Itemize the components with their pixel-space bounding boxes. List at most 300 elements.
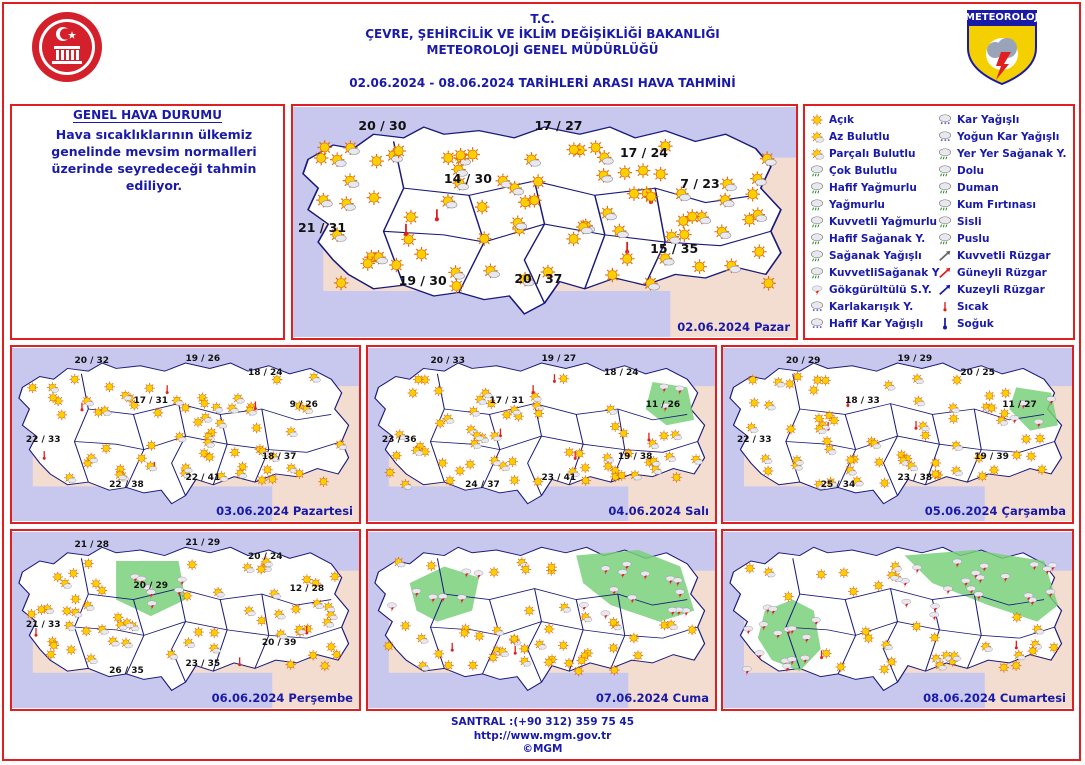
legend-label: Karlakarışık Y.: [829, 301, 914, 313]
sun-marker: [193, 417, 204, 428]
sun-marker: [256, 564, 267, 575]
legend-item: [809, 231, 925, 247]
temperature-label: 21 / 28: [74, 539, 110, 550]
forecast-map-day-3: [721, 345, 1074, 524]
sun-marker: [413, 374, 424, 385]
cloud-icon: [809, 164, 825, 178]
map-canvas: [723, 531, 1072, 709]
sun-marker: [153, 408, 164, 419]
sun-marker: [385, 467, 396, 478]
sun-marker: [603, 461, 614, 472]
legend-item: [809, 180, 917, 196]
legend-item: [937, 265, 1047, 281]
legend-item: [937, 248, 1051, 264]
forecast-map-day-5: [366, 529, 717, 711]
sun-marker: [1011, 450, 1022, 461]
sun-marker: [644, 189, 659, 204]
sun-marker: [520, 564, 531, 575]
footer-url[interactable]: http://www.mgm.gov.tr: [473, 730, 612, 742]
sun-marker: [477, 231, 492, 246]
legend-item: [809, 146, 916, 162]
sun-marker: [861, 626, 872, 637]
sun-marker: [437, 458, 448, 469]
sun-marker: [331, 649, 342, 660]
sun-marker: [369, 154, 384, 169]
sun-marker: [465, 459, 476, 470]
legend-item: [809, 112, 854, 128]
sun-marker: [330, 571, 341, 582]
sun-marker: [509, 634, 520, 645]
sun-marker: [629, 633, 640, 644]
legend-label: Hafif Kar Yağışlı: [829, 318, 924, 330]
mist-icon: [937, 232, 953, 246]
legend-label: Yağmurlu: [829, 199, 885, 211]
heavy-snow-icon: [937, 130, 953, 144]
sun-marker: [36, 604, 47, 615]
sun-marker: [49, 640, 60, 651]
sun-marker: [285, 659, 296, 670]
sun-marker: [564, 658, 575, 669]
sun-marker: [262, 465, 273, 476]
temperature-label: 20 / 29: [133, 580, 169, 591]
sun-marker: [620, 252, 635, 267]
temperature-label: 17 / 31: [133, 396, 169, 406]
forecast-map-day-6: [721, 529, 1074, 711]
legend-label: Duman: [957, 182, 999, 194]
sun-marker: [404, 210, 419, 225]
sun-marker: [752, 244, 767, 259]
map-date-1: 03.06.2024 Pazartesi: [216, 504, 353, 518]
sun-marker: [391, 450, 402, 461]
sun-marker: [455, 466, 466, 477]
sun-marker: [999, 662, 1010, 673]
temperature-label: 19 / 26: [185, 354, 221, 364]
header-line-1: T.C.: [530, 12, 555, 26]
sun-marker: [745, 563, 756, 574]
sun-marker: [659, 430, 670, 441]
sun-marker: [671, 472, 682, 483]
map-canvas: [12, 347, 359, 522]
temperature-label: 20 / 25: [960, 368, 995, 378]
sun-marker: [367, 190, 382, 205]
sun-marker: [687, 625, 698, 636]
sun-marker: [948, 413, 959, 424]
sun-marker: [783, 591, 794, 602]
sun-marker: [820, 375, 831, 386]
sun-marker: [588, 140, 603, 155]
storm-marker: [812, 286, 822, 296]
sun-marker: [566, 232, 581, 247]
sun-marker: [1011, 660, 1022, 671]
sun-marker: [360, 256, 375, 271]
legend-item: [937, 316, 994, 332]
map-canvas: [293, 106, 796, 338]
sun-marker: [144, 383, 155, 394]
temperature-label: 25 / 34: [820, 480, 856, 490]
heavy-rain-icon: [809, 215, 825, 229]
sun-marker: [524, 605, 535, 616]
sun-marker: [182, 591, 193, 602]
svg-text:*: *: [816, 309, 819, 314]
legend-item: [809, 299, 913, 315]
sun-marker: [57, 410, 68, 421]
legend-label: Güneyli Rüzgar: [957, 267, 1047, 279]
sun-marker: [391, 144, 406, 159]
sun-marker: [401, 232, 416, 247]
sun-marker: [558, 373, 569, 384]
svg-text:*: *: [819, 309, 822, 314]
sun-marker: [136, 453, 147, 464]
legend-label: Kar Yağışlı: [957, 114, 1020, 126]
sun-marker: [761, 276, 776, 291]
general-weather-text: Hava sıcaklıklarının ülkemiz genelinde mevsim normalleri üzerinde seyredeceği tahmin ediliyor.: [51, 127, 257, 193]
hot-icon: [937, 300, 953, 314]
sun-marker: [435, 418, 446, 429]
legend-item: [937, 180, 999, 196]
sun-marker: [792, 371, 803, 382]
sun-marker: [653, 167, 668, 182]
sun-marker: [317, 140, 332, 155]
sun-marker: [389, 258, 404, 273]
sun-marker: [839, 567, 850, 578]
svg-text:*: *: [940, 139, 943, 144]
light-shower-icon: [809, 232, 825, 246]
sun-marker: [509, 475, 520, 486]
sun-marker: [609, 665, 620, 676]
map-date-2: 04.06.2024 Salı: [608, 504, 709, 518]
sun-marker: [573, 666, 584, 677]
legend-label: Dolu: [957, 165, 985, 177]
legend-item: [809, 214, 937, 230]
legend-item: [809, 282, 932, 298]
sun-marker: [408, 388, 419, 399]
sun-marker: [26, 609, 37, 620]
general-weather-title: GENEL HAVA DURUMU: [73, 108, 222, 122]
sun-marker: [627, 186, 642, 201]
legend-label: Kuvvetli Rüzgar: [957, 250, 1051, 262]
sun-marker: [314, 151, 329, 166]
sun-marker: [999, 408, 1010, 419]
sun-marker: [786, 424, 797, 435]
sun-marker: [459, 628, 470, 639]
main-forecast-map: [291, 104, 798, 340]
sun-marker: [474, 631, 485, 642]
sun-marker: [1012, 612, 1023, 623]
sun-marker: [187, 560, 198, 571]
sun-marker: [1037, 464, 1048, 475]
temperature-label: 22 / 33: [25, 434, 61, 445]
map-canvas: [723, 347, 1072, 522]
strong-wind-icon: [937, 249, 953, 263]
sun-marker: [610, 421, 621, 432]
temperature-label: 23 / 38: [897, 473, 933, 483]
sun-marker: [66, 645, 77, 656]
sun-marker: [489, 567, 500, 578]
temperature-label: 11 / 26: [645, 399, 681, 410]
sun-marker: [449, 279, 464, 294]
sun-marker: [618, 428, 629, 439]
legend-label: Parçalı Bulutlu: [829, 148, 916, 160]
legend-item: [809, 248, 922, 264]
sun-marker: [257, 475, 268, 486]
sun-marker: [816, 569, 827, 580]
map-date-3: 05.06.2024 Çarşamba: [924, 504, 1066, 518]
sleet-icon: [809, 300, 825, 314]
sun-marker: [845, 455, 856, 466]
sun-marker: [68, 568, 79, 579]
sun-marker: [763, 466, 774, 477]
temperature-label: 9 / 26: [289, 399, 318, 410]
thunderstorm-icon: [809, 283, 825, 297]
footer-copyright: ©MGM: [522, 743, 563, 755]
legend-label: Açık: [829, 114, 854, 126]
temperature-label: 20 / 24: [247, 552, 283, 563]
temperature-label: 19 / 30: [398, 273, 447, 289]
legend-item: [937, 129, 1059, 145]
legend-item: [937, 112, 1019, 128]
mgm-logo-text: METEOROLOJi: [965, 12, 1042, 23]
sun-marker: [70, 594, 81, 605]
sun-marker: [209, 628, 220, 639]
sun-marker: [104, 382, 115, 393]
sun-marker: [567, 142, 582, 157]
sun-marker: [822, 436, 833, 447]
temperature-label: 7 / 23: [680, 175, 720, 191]
sun-marker: [414, 247, 429, 262]
sun-marker: [989, 465, 1000, 476]
temperature-label: 14 / 30: [443, 170, 492, 186]
map-date-6: 08.06.2024 Cumartesi: [923, 691, 1066, 705]
sun-marker: [829, 415, 840, 426]
sun-marker: [62, 606, 73, 617]
temperature-label: 12 / 28: [289, 584, 325, 595]
legend-label: Sisli: [957, 216, 982, 228]
temperature-label: 22 / 41: [185, 473, 221, 483]
sun-marker: [929, 632, 940, 643]
map-date-4: 06.06.2024 Perşembe: [211, 691, 353, 705]
legend-label: Kum Fırtınası: [957, 199, 1037, 211]
sun-marker: [576, 655, 587, 666]
temperature-label: 26 / 35: [109, 666, 144, 677]
sun-marker: [564, 447, 575, 458]
legend-label: Hafif Sağanak Y.: [829, 233, 926, 245]
legend-label: Kuzeyli Rüzgar: [957, 284, 1045, 296]
map-date-5: 07.06.2024 Cuma: [595, 691, 709, 705]
temperature-label: 19 / 39: [974, 452, 1009, 462]
sun-marker: [873, 580, 884, 591]
sun-marker: [426, 561, 437, 572]
sun-marker: [308, 650, 319, 661]
sun-marker: [256, 615, 267, 626]
sun-marker: [920, 430, 931, 441]
legend-label: Yer Yer Sağanak Y.: [957, 148, 1067, 160]
sun-marker: [785, 379, 796, 390]
legend-box: [803, 104, 1075, 340]
sun-marker: [527, 193, 542, 208]
svg-text:*: *: [944, 139, 947, 144]
sun-marker: [501, 410, 512, 421]
sun-marker: [97, 585, 108, 596]
sun-marker: [1028, 646, 1039, 657]
sun-marker: [251, 423, 262, 434]
fog-icon: [937, 215, 953, 229]
legend-label: Sıcak: [957, 301, 989, 313]
temperature-label: 19 / 27: [541, 354, 577, 364]
temperature-label: 17 / 24: [619, 145, 668, 161]
temperature-label: 18 / 24: [247, 368, 283, 378]
sun-marker: [52, 572, 63, 583]
legend-label: Puslu: [957, 233, 990, 245]
sun-marker: [911, 621, 922, 632]
legend-item: [809, 316, 923, 332]
sun-marker: [204, 452, 215, 463]
smoke-icon: [937, 181, 953, 195]
map-canvas: [368, 531, 715, 709]
map-canvas: [12, 531, 359, 709]
sun-marker: [146, 440, 157, 451]
sun-marker: [334, 276, 349, 291]
legend-item: [937, 214, 982, 230]
mgm-logo: [965, 8, 1042, 86]
legend-label: Sağanak Yağışlı: [829, 250, 922, 262]
sun-marker: [879, 478, 890, 489]
legend-item: [937, 197, 1036, 213]
heavy-shower-icon: [809, 266, 825, 280]
sun-marker: [984, 391, 995, 402]
sun-marker: [468, 660, 479, 671]
sun-marker: [930, 458, 941, 469]
temperature-label: 17 / 27: [534, 117, 583, 133]
legend-label: Çok Bulutlu: [829, 165, 898, 177]
sun-marker: [544, 657, 555, 668]
cold-icon: [937, 317, 953, 331]
svg-text:*: *: [944, 122, 947, 127]
sun-marker: [886, 657, 897, 668]
sun-marker: [605, 268, 620, 283]
sun-marker: [986, 403, 997, 414]
svg-text:*: *: [947, 122, 950, 127]
sun-marker: [507, 456, 518, 467]
sun-marker: [531, 174, 546, 189]
light-rain-icon: [809, 181, 825, 195]
legend-label: Kuvvetli Yağmurlu: [829, 216, 938, 228]
temperature-label: 20 / 33: [430, 355, 466, 366]
temperature-label: 15 / 35: [650, 240, 699, 256]
forecast-map-day-1: [10, 345, 361, 524]
temperature-label: 21 / 29: [185, 538, 221, 549]
suncloud-marker: [811, 148, 824, 159]
sun-icon: [809, 113, 825, 127]
temperature-label: 22 / 38: [109, 480, 144, 490]
legend-label: Yoğun Kar Yağışlı: [957, 131, 1060, 143]
svg-text:*: *: [812, 326, 815, 331]
temperature-label: 21 / 33: [25, 620, 61, 630]
sun-marker: [383, 641, 394, 652]
sun-marker: [27, 382, 38, 393]
legend-label: Soğuk: [957, 318, 994, 330]
sun-marker: [533, 408, 544, 419]
sun-marker: [48, 392, 59, 403]
suncloud-marker: [811, 131, 824, 142]
general-weather-box: [10, 104, 285, 340]
svg-text:*: *: [940, 122, 943, 127]
sun-marker: [618, 165, 633, 180]
sun-marker: [318, 476, 329, 487]
legend-item: [809, 129, 890, 145]
sun-marker: [83, 558, 94, 569]
svg-text:*: *: [812, 309, 815, 314]
footer-phone: SANTRAL :(+90 312) 359 75 45: [450, 716, 635, 728]
temperature-label: 18 / 33: [845, 396, 880, 406]
sun-marker: [46, 649, 57, 660]
sun-marker: [685, 209, 700, 224]
sun-marker: [836, 662, 847, 673]
sun-marker: [400, 621, 411, 632]
sun-marker: [544, 624, 555, 635]
sun-cloud-icon: [809, 147, 825, 161]
sun-marker: [808, 385, 819, 396]
temperature-label: 20 / 29: [785, 355, 821, 366]
sun-marker: [230, 447, 241, 458]
sun-marker: [811, 114, 822, 125]
sun-marker: [434, 649, 445, 660]
legend-item: [809, 265, 940, 281]
temperature-label: 19 / 38: [617, 452, 653, 462]
temperature-label: 23 / 36: [381, 434, 417, 445]
legend-item: [809, 163, 897, 179]
sun-marker: [1021, 434, 1032, 445]
temperature-label: 17 / 31: [489, 396, 525, 406]
sun-marker: [558, 640, 569, 651]
sun-small-cloud-icon: [809, 130, 825, 144]
sun-marker: [326, 642, 337, 653]
sun-marker: [445, 475, 456, 486]
svg-text:*: *: [816, 326, 819, 331]
north-wind-icon: [937, 283, 953, 297]
sun-marker: [608, 643, 619, 654]
legend-item: [809, 197, 885, 213]
sun-marker: [320, 661, 331, 672]
sun-marker: [848, 586, 859, 597]
map-canvas: [368, 347, 715, 522]
header-line-3: METEOROLOJİ GENEL MÜDÜRLÜĞÜ: [426, 43, 659, 57]
sun-marker: [1049, 642, 1060, 653]
sun-marker: [193, 627, 204, 638]
hail-icon: [937, 164, 953, 178]
legend-item: [937, 299, 988, 315]
sun-marker: [977, 471, 988, 482]
temperature-label: 18 / 24: [603, 368, 639, 378]
legend-item: [937, 163, 984, 179]
sun-marker: [433, 386, 444, 397]
sun-marker: [1035, 433, 1046, 444]
svg-text:*: *: [819, 326, 822, 331]
temperature-label: 20 / 39: [261, 637, 297, 648]
sun-marker: [1026, 451, 1037, 462]
sun-marker: [475, 200, 490, 215]
sun-marker: [874, 457, 885, 468]
rain-icon: [809, 198, 825, 212]
temperature-label: 20 / 37: [514, 270, 563, 286]
temperature-label: 23 / 41: [541, 473, 577, 483]
sandstorm-icon: [937, 198, 953, 212]
header-line-4: 02.06.2024 - 08.06.2024 TARİHLERİ ARASI HAVA TAHMİNİ: [349, 76, 736, 90]
sun-marker: [488, 652, 499, 663]
temperature-label: 19 / 29: [897, 354, 933, 364]
legend-item: [937, 231, 990, 247]
sun-marker: [692, 259, 707, 274]
sun-marker: [294, 468, 305, 479]
